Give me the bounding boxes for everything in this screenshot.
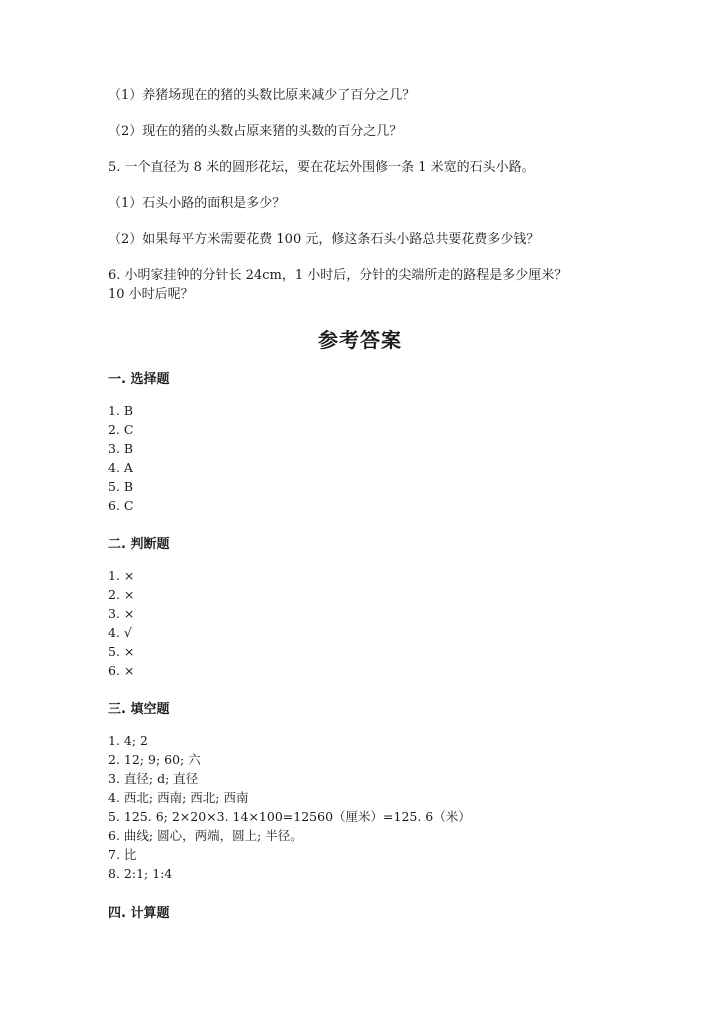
list-item: 6. C <box>108 498 134 513</box>
answer-list-fill-blank <box>108 731 471 883</box>
list-item: 1. B <box>108 403 134 418</box>
section-heading-judgement: 二. 判断题 <box>108 537 170 552</box>
list-item: 6. × <box>108 663 135 678</box>
list-item: 6. 曲线; 圆心，两端，圆上; 半径。 <box>108 828 303 843</box>
question-5-part-1: （1）石头小路的面积是多少？ <box>108 196 286 211</box>
list-item: 4. 西北; 西南; 西北; 西南 <box>108 790 249 805</box>
list-item: 1. 4; 2 <box>108 733 148 748</box>
list-item: 2. 12; 9; 60; 六 <box>108 752 201 767</box>
section-heading-fill-blank: 三. 填空题 <box>108 702 170 717</box>
list-item: 4. √ <box>108 625 132 640</box>
question-4-part-2: （2）现在的猪的头数占原来猪的头数的百分之几？ <box>108 124 403 139</box>
answer-list-choice <box>108 401 133 515</box>
list-item: 1. × <box>108 568 135 583</box>
question-5-part-2: （2）如果每平方米需要花费 100 元，修这条石头小路总共要花费多少钱？ <box>108 232 540 247</box>
list-item: 7. 比 <box>108 847 137 862</box>
answer-list-judgement <box>108 566 134 680</box>
list-item: 8. 2:1; 1:4 <box>108 866 173 881</box>
list-item: 5. 125. 6; 2×20×3. 14×100=12560（厘米）=125. 6（米） <box>108 809 471 824</box>
answer-title: 参考答案 <box>318 328 402 352</box>
question-6-line-1: 6. 小明家挂钟的分针长 24cm，1 小时后，分针的尖端所走的路程是多少厘米？ <box>108 268 568 283</box>
list-item: 3. B <box>108 441 134 456</box>
list-item: 2. × <box>108 587 135 602</box>
question-4-part-1: （1）养猪场现在的猪的头数比原来减少了百分之几？ <box>108 88 416 103</box>
section-heading-choice: 一. 选择题 <box>108 372 170 387</box>
list-item: 2. C <box>108 422 134 437</box>
list-item: 3. × <box>108 606 135 621</box>
section-heading-calculation: 四. 计算题 <box>108 906 170 921</box>
list-item: 3. 直径; d; 直径 <box>108 771 199 786</box>
list-item: 4. A <box>108 460 133 475</box>
list-item: 5. B <box>108 479 134 494</box>
list-item: 5. × <box>108 644 135 659</box>
question-6-line-2: 10 小时后呢？ <box>108 287 194 302</box>
question-5: 5. 一个直径为 8 米的圆形花坛，要在花坛外围修一条 1 米宽的石头小路。 <box>108 160 535 175</box>
